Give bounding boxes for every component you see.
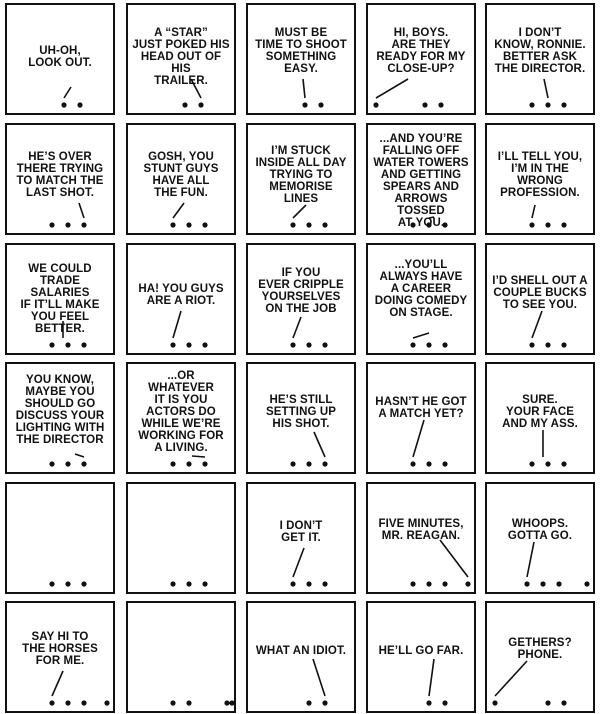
character-dot — [202, 222, 207, 227]
character-dot — [224, 700, 229, 705]
comic-panel — [126, 362, 236, 474]
speech-pointer — [413, 333, 429, 338]
character-dot — [442, 342, 447, 347]
panel-figures — [128, 603, 234, 711]
character-dot — [170, 342, 175, 347]
comic-panel — [246, 601, 356, 713]
character-dot — [545, 461, 550, 466]
comic-panel — [126, 482, 236, 594]
comic-panel — [126, 601, 236, 713]
character-dot — [170, 700, 175, 705]
character-dot — [81, 581, 86, 586]
character-dot — [186, 581, 191, 586]
character-dot — [561, 342, 566, 347]
character-dot — [65, 342, 70, 347]
character-dot — [306, 581, 311, 586]
panel-caption: YOU KNOW, MAYBE YOU SHOULD GO DISCUSS YOUR LIGHTING WITH THE DIRECTOR — [15, 374, 105, 446]
comic-panel — [246, 362, 356, 474]
character-dot — [529, 342, 534, 347]
comic-panel — [246, 123, 356, 235]
comic-panel — [126, 243, 236, 355]
character-dot — [545, 700, 550, 705]
speech-pointer — [314, 432, 325, 457]
character-dot — [410, 342, 415, 347]
speech-pointer — [313, 659, 325, 696]
speech-pointer — [64, 87, 71, 98]
comic-panel — [366, 482, 476, 594]
character-dot — [322, 222, 327, 227]
panel-caption: I’M STUCK INSIDE ALL DAY TRYING TO MEMORISE LINES — [255, 145, 347, 205]
comic-panel — [366, 123, 476, 235]
character-dot — [306, 461, 311, 466]
character-dot — [322, 461, 327, 466]
speech-pointer — [173, 311, 181, 338]
character-dot — [198, 102, 203, 107]
speech-pointer — [79, 203, 84, 218]
character-dot — [186, 222, 191, 227]
character-dot — [426, 461, 431, 466]
panel-caption: SURE. YOUR FACE AND MY ASS. — [502, 394, 578, 430]
comic-panel — [485, 601, 595, 713]
character-dot — [202, 581, 207, 586]
panel-figures — [128, 484, 234, 592]
character-dot — [81, 222, 86, 227]
panel-caption: I’LL TELL YOU, I’M IN THE WRONG PROFESSION. — [497, 151, 583, 199]
character-dot — [540, 581, 545, 586]
character-dot — [229, 700, 234, 705]
comic-panel — [366, 3, 476, 115]
panel-caption: GETHERS? PHONE. — [508, 637, 572, 661]
speech-pointer — [532, 311, 542, 338]
speech-pointer — [192, 456, 205, 457]
character-dot — [545, 102, 550, 107]
comic-panel — [485, 243, 595, 355]
character-dot — [77, 102, 82, 107]
character-dot — [561, 222, 566, 227]
character-dot — [426, 342, 431, 347]
character-dot — [170, 461, 175, 466]
comic-panel — [5, 243, 115, 355]
character-dot — [545, 342, 550, 347]
comic-panel — [366, 362, 476, 474]
panel-figures — [368, 603, 474, 711]
character-dot — [545, 222, 550, 227]
speech-pointer — [52, 671, 63, 696]
panel-caption: I DON’T KNOW, RONNIE. BETTER ASK THE DIRECTOR. — [494, 27, 586, 75]
comic-panel — [366, 243, 476, 355]
speech-pointer — [173, 203, 184, 218]
panel-caption: I’D SHELL OUT A COUPLE BUCKS TO SEE YOU. — [492, 275, 588, 311]
character-dot — [104, 700, 109, 705]
character-dot — [290, 581, 295, 586]
character-dot — [49, 700, 54, 705]
character-dot — [410, 581, 415, 586]
character-dot — [442, 461, 447, 466]
character-dot — [561, 102, 566, 107]
character-dot — [306, 700, 311, 705]
character-dot — [306, 222, 311, 227]
character-dot — [81, 342, 86, 347]
character-dot — [442, 700, 447, 705]
character-dot — [561, 461, 566, 466]
comic-panel — [246, 482, 356, 594]
character-dot — [529, 102, 534, 107]
character-dot — [61, 102, 66, 107]
comic-panel — [485, 3, 595, 115]
comic-panel — [246, 243, 356, 355]
character-dot — [81, 700, 86, 705]
speech-pointer — [532, 205, 535, 218]
panel-caption: HA! YOU GUYS ARE A RIOT. — [138, 283, 224, 307]
character-dot — [442, 581, 447, 586]
character-dot — [322, 700, 327, 705]
character-dot — [186, 461, 191, 466]
character-dot — [202, 461, 207, 466]
character-dot — [306, 342, 311, 347]
panel-caption: HE’S OVER THERE TRYING TO MATCH THE LAST SHOT. — [16, 151, 104, 199]
panel-caption: HI, BOYS. ARE THEY READY FOR MY CLOSE-UP? — [376, 27, 466, 75]
speech-pointer — [527, 542, 534, 577]
character-dot — [492, 700, 497, 705]
character-dot — [186, 700, 191, 705]
character-dot — [426, 700, 431, 705]
character-dot — [290, 342, 295, 347]
comic-panel — [485, 482, 595, 594]
character-dot — [182, 102, 187, 107]
panel-caption: SAY HI TO THE HORSES FOR ME. — [22, 631, 98, 667]
character-dot — [422, 102, 427, 107]
character-dot — [438, 102, 443, 107]
character-dot — [561, 700, 566, 705]
speech-pointer — [495, 661, 527, 696]
character-dot — [49, 342, 54, 347]
character-dot — [290, 222, 295, 227]
comic-panel — [126, 123, 236, 235]
panel-caption: WHAT AN IDIOT. — [255, 645, 347, 657]
comic-panel — [5, 482, 115, 594]
speech-pointer — [293, 317, 301, 338]
character-dot — [65, 700, 70, 705]
panel-caption: ...YOU’LL ALWAYS HAVE A CAREER DOING COMEDY ON STAGE. — [374, 259, 468, 319]
comic-panel — [5, 362, 115, 474]
character-dot — [49, 461, 54, 466]
comic-panel — [5, 123, 115, 235]
panel-caption: UH-OH, LOOK OUT. — [28, 45, 92, 69]
character-dot — [529, 222, 534, 227]
character-dot — [65, 581, 70, 586]
panel-caption: HASN’T HE GOT A MATCH YET? — [375, 396, 467, 420]
panel-caption: WE COULD TRADE SALARIES IF IT’LL MAKE YOU FEEL BETTER. — [20, 263, 100, 335]
panel-caption: ...OR WHATEVER IT IS YOU ACTORS DO WHILE WE’RE WORKING FOR A LIVING. — [138, 370, 224, 454]
character-dot — [81, 461, 86, 466]
character-dot — [322, 581, 327, 586]
panel-caption: ...AND YOU’RE FALLING OFF WATER TOWERS AND GETTING SPEARS AND ARROWS TOSSED AT YOU. — [373, 133, 469, 229]
comic-panel — [246, 3, 356, 115]
speech-pointer — [293, 548, 304, 577]
character-dot — [556, 581, 561, 586]
panel-caption: I DON’T GET IT. — [279, 520, 323, 544]
speech-pointer — [303, 79, 305, 98]
character-dot — [524, 581, 529, 586]
character-dot — [49, 222, 54, 227]
character-dot — [186, 342, 191, 347]
comic-panel — [126, 3, 236, 115]
character-dot — [373, 102, 378, 107]
panel-figures — [248, 603, 354, 711]
comic-panel — [366, 601, 476, 713]
panel-caption: A “STAR” JUST POKED HIS HEAD OUT OF HIS TRAILER. — [132, 27, 230, 87]
panel-caption: HE’LL GO FAR. — [378, 645, 464, 657]
panel-caption: MUST BE TIME TO SHOOT SOMETHING EASY. — [255, 27, 347, 75]
character-dot — [302, 102, 307, 107]
character-dot — [202, 342, 207, 347]
character-dot — [65, 222, 70, 227]
comic-panel — [5, 3, 115, 115]
character-dot — [49, 581, 54, 586]
character-dot — [529, 461, 534, 466]
speech-pointer — [75, 454, 84, 457]
speech-pointer — [413, 420, 424, 457]
panel-caption: WHOOPS. GOTTA GO. — [507, 518, 573, 542]
panel-caption: HE’S STILL SETTING UP HIS SHOT. — [265, 394, 336, 430]
comic-panel — [485, 123, 595, 235]
character-dot — [584, 581, 589, 586]
panel-caption: IF YOU EVER CRIPPLE YOURSELVES ON THE JOB — [258, 267, 344, 315]
character-dot — [318, 102, 323, 107]
character-dot — [170, 222, 175, 227]
panel-caption: GOSH, YOU STUNT GUYS HAVE ALL THE FUN. — [143, 151, 219, 199]
speech-pointer — [376, 79, 408, 98]
character-dot — [465, 581, 470, 586]
panel-caption: FIVE MINUTES, MR. REAGAN. — [378, 518, 464, 542]
comic-panel — [485, 362, 595, 474]
character-dot — [65, 461, 70, 466]
character-dot — [410, 461, 415, 466]
speech-pointer — [429, 659, 434, 696]
speech-pointer — [293, 205, 306, 218]
speech-pointer — [544, 79, 548, 98]
character-dot — [290, 461, 295, 466]
character-dot — [322, 342, 327, 347]
character-dot — [170, 581, 175, 586]
speech-pointer — [440, 540, 468, 577]
panel-figures — [7, 484, 113, 592]
character-dot — [426, 581, 431, 586]
comic-panel — [5, 601, 115, 713]
